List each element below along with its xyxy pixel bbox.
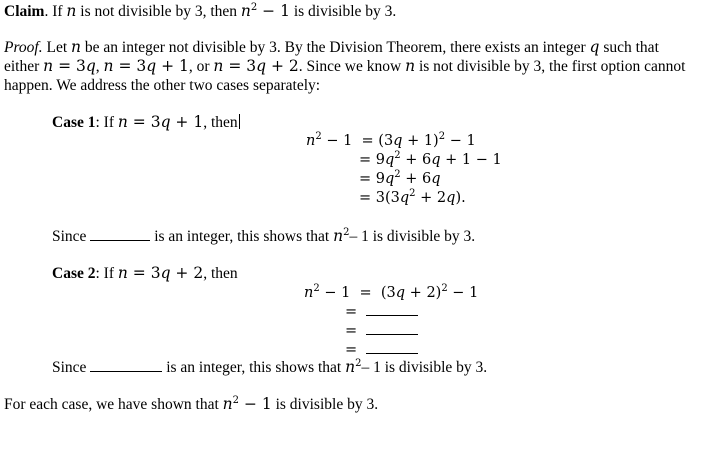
case2-eq-blank-3[interactable] bbox=[366, 341, 418, 354]
proof-line-3: happen. We address the other two cases separately: bbox=[4, 77, 321, 94]
case2-eq-row-4: = bbox=[345, 341, 418, 359]
case1-eq-row-1: $n^2 - 1 = (3q + 1)^2 - 1$ bbox=[306, 131, 476, 149]
case1-eq-row-3: = $9q^2 + 6q$ bbox=[359, 169, 441, 187]
case2-label: Case 2 bbox=[52, 265, 96, 282]
case1-label: Case 1 bbox=[52, 114, 96, 131]
case2-eq-row-2: = bbox=[345, 303, 418, 321]
case2-answer-blank[interactable] bbox=[90, 359, 162, 372]
case1-eq-row-4: = $3(3q^2 + 2q)$. bbox=[359, 188, 466, 206]
proof-line-2: either n = 3q, n = 3q + 1, or n = 3q + 2. Since we know n is not divisible by 3, the first option cannot bbox=[4, 57, 686, 75]
case2-eq-blank-1[interactable] bbox=[366, 303, 418, 316]
proof-line-1: Proof. Let n be an integer not divisible by 3. By the Division Theorem, there exists an integer q such that bbox=[4, 38, 659, 56]
claim-label: Claim bbox=[4, 3, 45, 20]
case1-since-line: Since is an integer, this shows that $n^2-$ 1 is divisible by 3. bbox=[52, 227, 476, 245]
case2-heading: Case 2: If n = 3q + 2, then bbox=[52, 264, 238, 282]
case2-eq-row-1: $n^2 - 1 = (3q + 2)^2 - 1$ bbox=[304, 283, 479, 301]
case2-since-line: Since is an integer, this shows that $n^2-$ 1 is divisible by 3. bbox=[52, 358, 488, 376]
case1-heading: Case 1: If n = 3q + 1, then bbox=[52, 113, 238, 131]
case1-answer-blank[interactable] bbox=[90, 228, 150, 241]
case2-eq-row-3: = bbox=[345, 322, 418, 340]
text-cursor bbox=[239, 114, 240, 129]
claim-line: Claim. If n is not divisible by 3, then $n^2 - 1$ is divisible by 3. bbox=[4, 2, 397, 20]
proof-label: Proof. bbox=[4, 39, 43, 56]
case2-eq-blank-2[interactable] bbox=[366, 322, 418, 335]
case1-eq-row-2: = $9q^2 + 6q + 1 - 1$ bbox=[359, 150, 502, 168]
conclusion-line: For each case, we have shown that $n^2 - 1$ is divisible by 3. bbox=[4, 395, 379, 413]
